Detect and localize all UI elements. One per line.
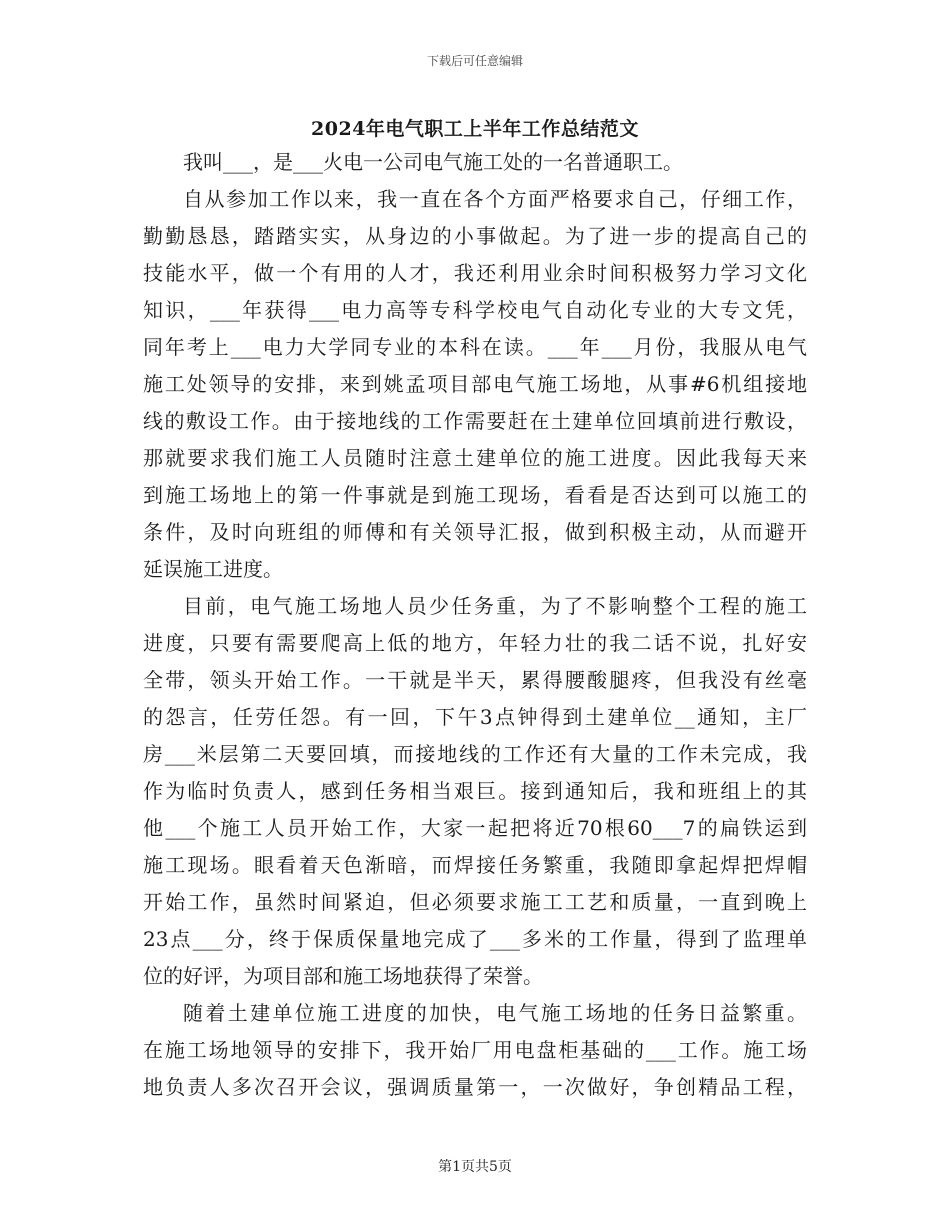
paragraph-line: 条件，及时向班组的师傅和有关领导汇报，做到积极主动，从而避开 bbox=[143, 520, 807, 544]
paragraph-line: 同年考上___电力大学同专业的本科在读。___年___月份，我服从电气 bbox=[143, 335, 807, 359]
paragraph-line: 延误施工进度。 bbox=[143, 557, 283, 581]
page-number: 第1页共5页 bbox=[438, 1159, 512, 1175]
paragraph-line: 自从参加工作以来，我一直在各个方面严格要求自己，仔细工作， bbox=[183, 187, 807, 211]
document-body bbox=[143, 144, 807, 1106]
paragraph-line: 那就要求我们施工人员随时注意土建单位的施工进度。因此我每天来 bbox=[143, 446, 807, 470]
paragraph-line: 开始工作，虽然时间紧迫，但必须要求施工工艺和质量，一直到晚上 bbox=[143, 890, 807, 914]
paragraph-line: 随着土建单位施工进度的加快，电气施工场地的任务日益繁重。 bbox=[183, 1001, 807, 1025]
paragraph-line: 23点___分，终于保质保量地完成了___多米的工作量，得到了监理单 bbox=[143, 927, 807, 951]
paragraph-line: 到施工场地上的第一件事就是到施工现场，看看是否达到可以施工的 bbox=[143, 483, 807, 507]
paragraph-line: 他___个施工人员开始工作，大家一起把将近70根60___7的扁铁运到 bbox=[143, 816, 807, 840]
paragraph-line: 位的好评，为项目部和施工场地获得了荣誉。 bbox=[143, 964, 543, 988]
paragraph-line: 的怨言，任劳任怨。有一回，下午3点钟得到土建单位__通知，主厂 bbox=[143, 705, 807, 729]
download-note: 下载后可任意编辑 bbox=[426, 54, 523, 68]
paragraph-line: 施工处领导的安排，来到姚孟项目部电气施工场地，从事#6机组接地 bbox=[143, 372, 807, 396]
paragraph-line: 我叫___，是___火电一公司电气施工处的一名普通职工。 bbox=[183, 150, 683, 174]
paragraph-line: 在施工场地领导的安排下，我开始厂用电盘柜基础的___工作。施工场 bbox=[143, 1038, 807, 1062]
paragraph-line: 进度，只要有需要爬高上低的地方，年轻力壮的我二话不说，扎好安 bbox=[143, 631, 807, 655]
paragraph-line: 地负责人多次召开会议，强调质量第一，一次做好，争创精品工程， bbox=[143, 1075, 807, 1099]
paragraph-line: 知识，___年获得___电力高等专科学校电气自动化专业的大专文凭， bbox=[143, 298, 807, 322]
paragraph-line: 技能水平，做一个有用的人才，我还利用业余时间积极努力学习文化 bbox=[143, 261, 807, 285]
paragraph-line: 线的敷设工作。由于接地线的工作需要赶在土建单位回填前进行敷设， bbox=[143, 409, 807, 433]
paragraph-line: 施工现场。眼看着天色渐暗，而焊接任务繁重，我随即拿起焊把焊帽 bbox=[143, 853, 807, 877]
paragraph-line: 全带，领头开始工作。一干就是半天，累得腰酸腿疼，但我没有丝毫 bbox=[143, 668, 807, 692]
paragraph-line: 勤勤恳恳，踏踏实实，从身边的小事做起。为了进一步的提高自己的 bbox=[143, 224, 807, 248]
paragraph-line: 房___米层第二天要回填，而接地线的工作还有大量的工作未完成，我 bbox=[143, 742, 807, 766]
paragraph-line: 目前，电气施工场地人员少任务重，为了不影响整个工程的施工 bbox=[183, 594, 807, 618]
document-title: 2024年电气职工上半年工作总结范文 bbox=[311, 118, 639, 140]
paragraph-line: 作为临时负责人，感到任务相当艰巨。接到通知后，我和班组上的其 bbox=[143, 779, 807, 803]
